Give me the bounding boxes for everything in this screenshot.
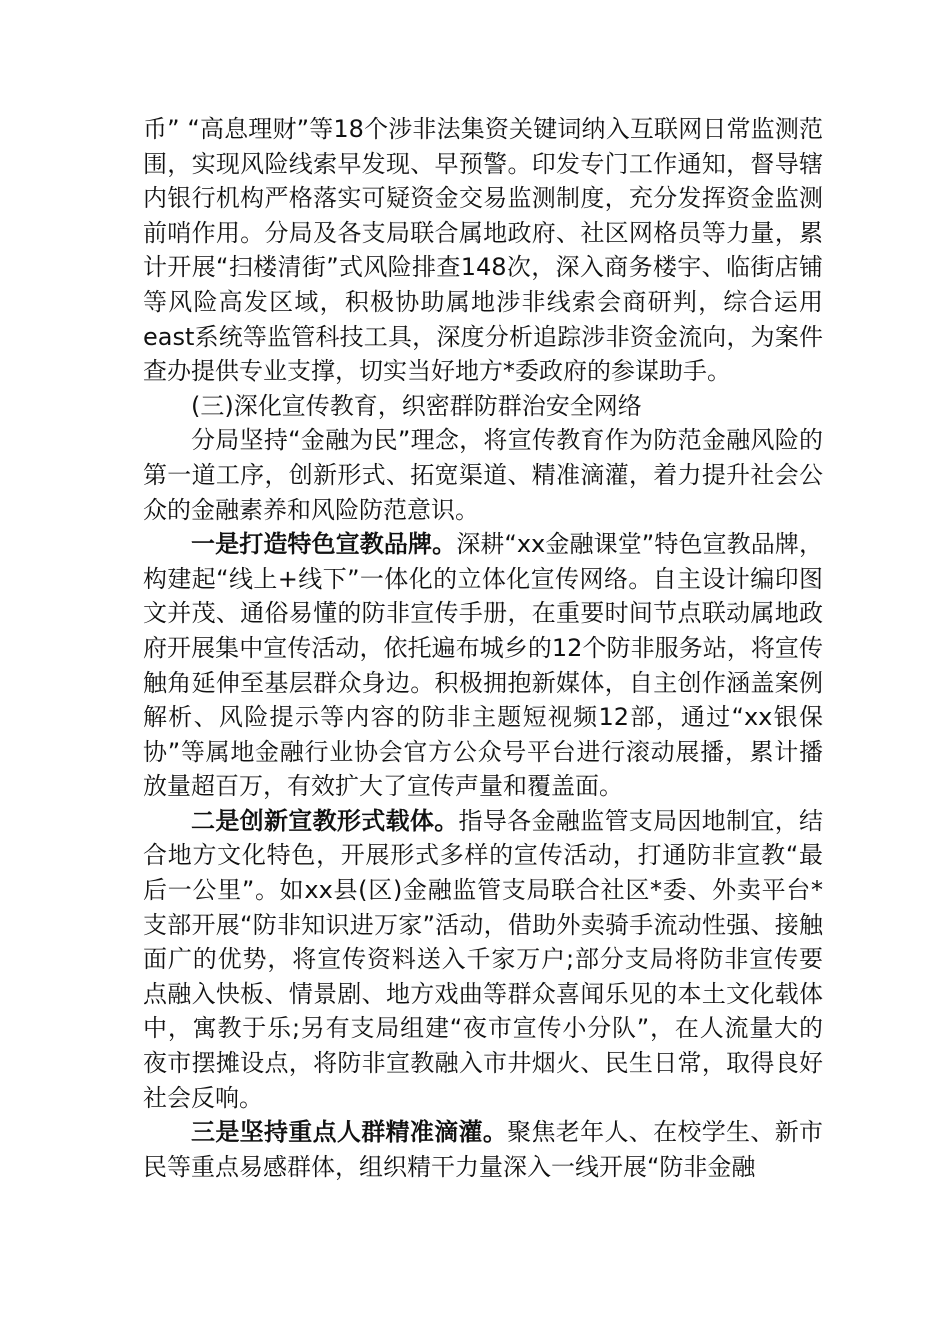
paragraph-item-brand <box>143 527 823 804</box>
item-format-body: 指导各金融监管支局因地制宜，结合地方文化特色，开展形式多样的宣传活动，打通防非宣教“最后一公里”。如xx县(区)金融监管支局联合社区*委、外卖平台*支部开展“防非知识进万家”活动，借助外卖骑手流动性强、接触面广的优势，将宣传资料送入千家万户;部分支局将防非宣传要点融入快板、情景剧、地方戏曲等群众喜闻乐见的本土文化载体中，寓教于乐;另有支局组建“夜市宣传小分队”，在人流量大的夜市摆摊设点，将防非宣教融入市井烟火、民生日常，取得良好社会反响。 <box>143 806 824 1112</box>
item-brand-body: 深耕“xx金融课堂”特色宣教品牌，构建起“线上+线下”一体化的立体化宣传网络。自主设计编印图文并茂、通俗易懂的防非宣传手册，在重要时间节点联动属地政府开展集中宣传活动，依托遍布城乡的12个防非服务站，将宣传触角延伸至基层群众身边。积极拥抱新媒体，自主创作涵盖案例解析、风险提示等内容的防非主题短视频12部，通过“xx银保协”等属地金融行业协会官方公众号平台进行滚动展播，累计播放量超百万，有效扩大了宣传声量和覆盖面。 <box>143 530 823 801</box>
item-format-lead: 二是创新宣教形式载体。 <box>191 806 459 835</box>
section-heading-publicity: (三)深化宣传教育，织密群防群治安全网络 <box>191 391 642 420</box>
item-target-groups-lead: 三是坚持重点人群精准滴灌。 <box>191 1118 508 1147</box>
paragraph-item-format <box>143 804 823 1115</box>
paragraph-risk-monitoring: 币” “高息理财”等18个涉非法集资关键词纳入互联网日常监测范围，实现风险线索早发现、早预警。印发专门工作通知，督导辖内银行机构严格落实可疑资金交易监测制度，充分发挥资金监测前哨作用。分局及各支局联合属地政府、社区网格员等力量，累计开展“扫楼清街”式风险排查148次，深入商务楼宇、临街店铺等风险高发区域，积极协助属地涉非线索会商研判，综合运用east系统等监管科技工具，深度分析追踪涉非资金流向，为案件查办提供专业支撑，切实当好地方*委政府的参谋助手。 <box>143 115 823 386</box>
paragraph-publicity-intro: 分局坚持“金融为民”理念，将宣传教育作为防范金融风险的第一道工序，创新形式、拓宽渠道、精准滴灌，着力提升社会公众的金融素养和风险防范意识。 <box>143 426 823 524</box>
document-body <box>143 112 823 1184</box>
item-brand-lead: 一是打造特色宣教品牌。 <box>191 530 457 559</box>
item-target-groups-body: 聚焦老年人、在校学生、新市民等重点易感群体，组织精干力量深入一线开展“防非金融 <box>143 1118 824 1181</box>
paragraph-item-target-groups <box>143 1115 823 1184</box>
